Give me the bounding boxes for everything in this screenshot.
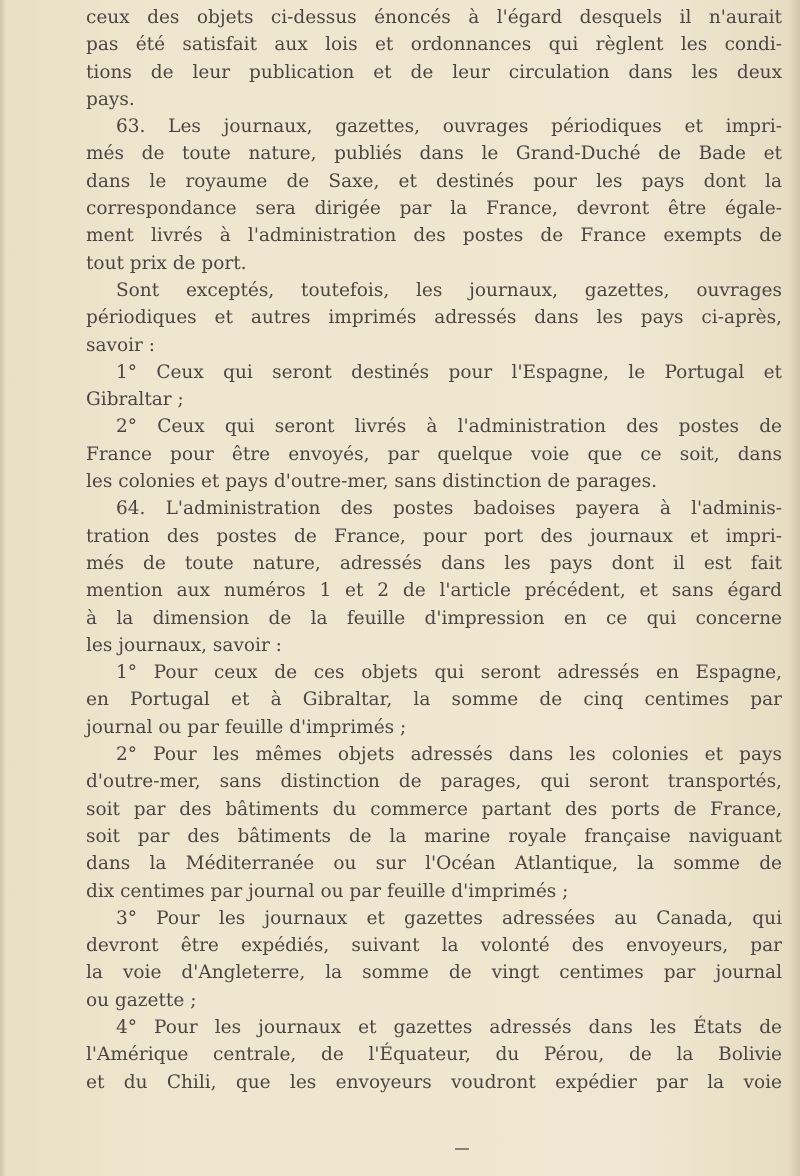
text-line: périodiques et autres imprimés adressés dans les pays ci-après, bbox=[86, 307, 782, 329]
text-line: ceux des objets ci-dessus énoncés à l'égard desquels il n'aurait bbox=[86, 7, 782, 28]
text-line: l'Amérique centrale, de l'Équateur, du Pérou, de la Bolivie bbox=[86, 1044, 782, 1066]
text-line: et du Chili, que les envoyeurs voudront expédier par la voie bbox=[86, 1071, 782, 1093]
text-line: Gibraltar ; bbox=[86, 389, 184, 411]
text-line: 3° Pour les journaux et gazettes adressées au Canada, qui bbox=[116, 907, 782, 929]
text-line: mention aux numéros 1 et 2 de l'article précédent, et sans égard bbox=[86, 580, 782, 602]
text-line: soit par des bâtiments du commerce partant des ports de France, bbox=[86, 798, 782, 820]
text-line: devront être expédiés, suivant la volonté des envoyeurs, par bbox=[86, 935, 782, 957]
page-edge-shadow bbox=[788, 0, 800, 1176]
text-line: ou gazette ; bbox=[86, 989, 197, 1011]
text-line: la voie d'Angleterre, la somme de vingt centimes par journal bbox=[86, 962, 782, 984]
text-line: à la dimension de la feuille d'impression en ce qui concerne bbox=[86, 607, 782, 629]
body-text bbox=[86, 4, 782, 1096]
text-line: ment livrés à l'administration des postes de France exempts de bbox=[86, 225, 782, 247]
text-line: més de toute nature, publiés dans le Grand-Duché de Bade et bbox=[86, 143, 782, 165]
text-line: pas été satisfait aux lois et ordonnances qui règlent les condi- bbox=[86, 34, 782, 56]
text-line: Sont exceptés, toutefois, les journaux, gazettes, ouvrages bbox=[116, 279, 782, 301]
text-line: pays. bbox=[86, 88, 135, 110]
text-line: més de toute nature, adressés dans les pays dont il est fait bbox=[86, 552, 782, 574]
text-line: en Portugal et à Gibraltar, la somme de cinq centimes par bbox=[86, 689, 782, 711]
text-line: 2° Ceux qui seront livrés à l'administration des postes de bbox=[116, 416, 782, 438]
text-line: 4° Pour les journaux et gazettes adressés dans les États de bbox=[116, 1016, 782, 1038]
text-line: 2° Pour les mêmes objets adressés dans les colonies et pays bbox=[116, 744, 782, 766]
text-line: tration des postes de France, pour port des journaux et impri- bbox=[86, 525, 782, 547]
text-line: 64. L'administration des postes badoises payera à l'adminis- bbox=[116, 498, 782, 520]
text-line: savoir : bbox=[86, 334, 155, 356]
text-line: correspondance sera dirigée par la France, devront être égale- bbox=[86, 198, 782, 220]
text-line: journal ou par feuille d'imprimés ; bbox=[86, 716, 407, 738]
footer-dash bbox=[455, 1148, 469, 1150]
text-line: d'outre-mer, sans distinction de parages, qui seront transportés, bbox=[86, 771, 782, 793]
text-line: 1° Pour ceux de ces objets qui seront adressés en Espagne, bbox=[116, 662, 782, 684]
text-line: 63. Les journaux, gazettes, ouvrages périodiques et impri- bbox=[116, 116, 782, 138]
page-fold-shadow bbox=[0, 0, 6, 1176]
text-line: tout prix de port. bbox=[86, 252, 247, 274]
text-line: France pour être envoyés, par quelque voie que ce soit, dans bbox=[86, 443, 782, 465]
text-line: les journaux, savoir : bbox=[86, 634, 282, 656]
text-line: tions de leur publication et de leur circulation dans les deux bbox=[86, 61, 782, 83]
text-line: les colonies et pays d'outre-mer, sans distinction de parages. bbox=[86, 471, 657, 493]
text-line: dans la Méditerranée ou sur l'Océan Atlantique, la somme de bbox=[86, 853, 782, 875]
text-line: dans le royaume de Saxe, et destinés pour les pays dont la bbox=[86, 170, 782, 192]
text-line: 1° Ceux qui seront destinés pour l'Espagne, le Portugal et bbox=[116, 361, 782, 383]
text-line: soit par des bâtiments de la marine royale française naviguant bbox=[86, 825, 782, 847]
text-line: dix centimes par journal ou par feuille d'imprimés ; bbox=[86, 880, 569, 902]
